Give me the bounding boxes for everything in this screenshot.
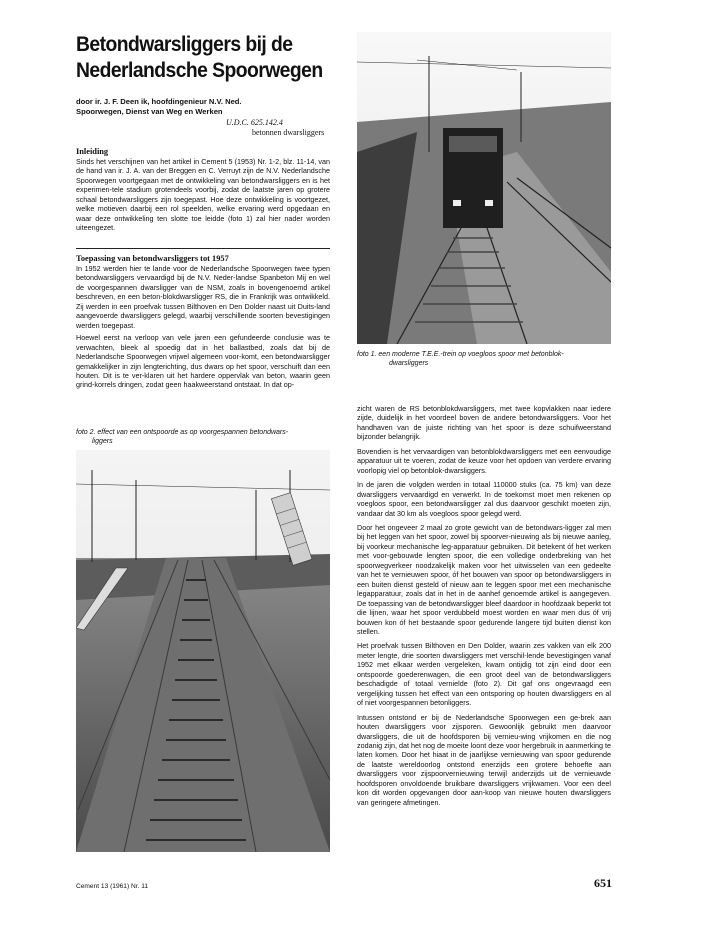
- right-paragraph-6: Intussen ontstond er bij de Nederlandsche Spoorwegen een ge-brek aan houten dwarsliggers voor zijsporen. Gewoonlijk gebruikt men daarvoor dwarsliggers, die uit de hoofdsporen bij vernieu-wing vrijkomen en die nog zodanig zijn, dat het nog de moeite loont deze voor hergebruik in aanmerking te laten komen. Door het hiaat in de jaarlijkse vernieuwing van spoor gedurende de laatste wereldoorlog ontstond enerzijds een grotere behoefte aan dwarsliggers voor zijspoorvernieuwing terwijl anderzijds uit de vernieuwde hoofdsporen onvoldoende bruikbare dwarsliggers vrijkwamen. Voor een deel kon dit worden opgevangen door aan-koop van nieuwe houten dwarsliggers van geringere afmetingen.: [357, 712, 611, 807]
- foto1-photo: [357, 32, 611, 344]
- byline-line-2: Spoorwegen, Dienst van Weg en Werken: [76, 107, 223, 116]
- intro-paragraph: Sinds het verschijnen van het artikel in Cement 5 (1953) Nr. 1-2, blz. 11-14, van de hand van ir. J. A. van der Breggen en C. Verruyt zijn de N.V. Nederlandsche Spoorwegen voortgegaan met de ontwikkeling van betondwarsliggers en is het experimen-tele stadium grotendeels voorbij, zodat de laatste jaren op grotere schaal betondwarsliggers zijn toegepast. Hoe deze ontwikkeling is voortgezet, welke motieven daarbij een rol speelden, welke ervaring werd opgedaan en waar deze ontwikkeling ten slotte toe leidde (foto 1) zal hier nader worden uiteengezet.: [76, 157, 330, 233]
- right-paragraph-3: In de jaren die volgden werden in totaal 110000 stuks (ca. 75 km) van deze dwarsliggers vervaardigd en verwerkt. In de toekomst moet men rekenen op voegloos spoor, een betondwarsligger zal dus daarvoor geschikt moeten zijn, vandaar dat 30 km als voegloos spoor gelegd werd.: [357, 480, 611, 518]
- application-section: [76, 253, 330, 390]
- right-column: [357, 404, 611, 807]
- article-title: [76, 32, 324, 84]
- intro-heading: Inleiding: [76, 147, 109, 156]
- right-paragraph-4: Door het ongeveer 2 maal zo grote gewicht van de betondwars-ligger zal men bij het leggen van het spoor, zowel bij spoorver-nieuwing als bij nieuwe aanleg, bij voorkeur mechanische leg-apparatuur gebruiken. Dit betekent óf het werken met voor-gebouwde lengten spoor, die een volledige onderbreking van het spoorwegverkeer noodzakelijk maken voor het uitwisselen van een gedeelte van het te vernieuwen spoor, óf het bouwen van spoor op betondwarsliggers in een buiten dienst gesteld of nieuw aan te leggen spoor met een mechanische legapparatuur, zoals dat in het in de aanhef genoemde artikel is aangegeven. De toepassing van de betondwarsligger bleef daardoor in hoofdzaak beperkt tot die lijnen, waar het spoor verdubbeld moest worden en waar men dus óf vrij bouwen kon óf het bestaande spoor gedurende langere tijd buiten dienst kon stellen.: [357, 522, 611, 636]
- section-divider: [76, 248, 330, 249]
- foto1-caption: [357, 350, 611, 368]
- foto2-photo: [76, 450, 330, 852]
- application-paragraph-2: Hoewel eerst na verloop van vele jaren een gefundeerde conclusie was te verwachten, bleek al spoedig dat in het ballastbed, zoals dat bij de Nederlandsche Spoorwegen vrijwel algemeen voor-komt, een betondwarsligger gemakkelijker in zijn lengterichting, dus dwars op het spoor, verschuift dan een houten. Dit is te ver-klaren uit het hardere oppervlak van beton, waarin geen grind-korrels dringen, zodat geen haakweerstand ontstaat. In dat op-: [76, 333, 330, 390]
- foto2-caption: [76, 428, 326, 446]
- intro-section: [76, 146, 330, 233]
- page-number: 651: [594, 876, 612, 890]
- byline: [76, 97, 336, 117]
- journal-reference: Cement 13 (1961) Nr. 11: [76, 883, 149, 890]
- title-line-1: Betondwarsliggers bij de: [76, 33, 293, 56]
- application-heading: Toepassing van betondwarsliggers tot 1957: [76, 254, 229, 263]
- foto2-caption-line-2: liggers: [92, 438, 113, 445]
- application-paragraph-1: In 1952 werden hier te lande voor de Nederlandsche Spoorwegen twee typen betondwarsliggers vervaardigd bij de N.V. Neder-landse Spanbeton Mij en wel de voorgespannen dwarsligger van de NSM, zoals in bovengenoemd artikel beschreven, en een beton-blokdwarsligger RS, die in Frankrijk was ontwikkeld. Zij werden in een proefvak tussen Bilthoven en Den Dolder naast uit Duits-land aangevoerde dwarsliggers gelegd, waarbij verschillende soorten bevestigingen werden toegepast.: [76, 264, 330, 330]
- byline-line-1: door ir. J. F. Deen ik, hoofdingenieur N.V. Ned.: [76, 97, 242, 106]
- right-paragraph-1: zicht waren de RS betonblokdwarsliggers, met twee kopvlakken naar iedere zijde, duidelijk in het voordeel boven de andere betondwarsliggers. Voor het handhaven van de juiste richting van het spoor is deze schuifweerstand bijzonder belangrijk.: [357, 404, 611, 442]
- udc-code: U.D.C. 625.142.4: [226, 118, 283, 127]
- foto1-caption-line-2: dwarsliggers: [389, 360, 429, 367]
- foto1-caption-line-1: foto 1. een moderne T.E.E.-trein op voegloos spoor met betonblok-: [357, 351, 564, 358]
- right-paragraph-5: Het proefvak tussen Bilthoven en Den Dolder, waarin zes vakken van elk 200 meter lengte, drie soorten dwarsliggers met verschil-lende bevestigingen vanaf 1952 met elkaar werden vergeleken, kwam ontijdig tot zijn eind door een ontspoorde goederenwagen, die een groot deel van de betondwarsliggers beschadigde of totaal vernielde (foto 2). Dit gaf ons ongevraagd een vergelijking tussen het effect van een ontsporing op houten dwarsliggers en al of niet voorgespannen betonliggers.: [357, 641, 611, 708]
- udc-subject: betonnen dwarsliggers: [252, 128, 325, 137]
- right-paragraph-2: Bovendien is het vervaardigen van betonblokdwarsliggers met een eenvoudige apparatuur uit te voeren, zodat de keuze voor het opdoen van verdere ervaring voorlopig viel op betonblok-dwarsliggers.: [357, 446, 611, 475]
- title-line-2: Nederlandsche Spoorwegen: [76, 59, 323, 82]
- foto2-caption-line-1: foto 2. effect van een ontspoorde as op voorgespannen betondwars-: [76, 429, 289, 436]
